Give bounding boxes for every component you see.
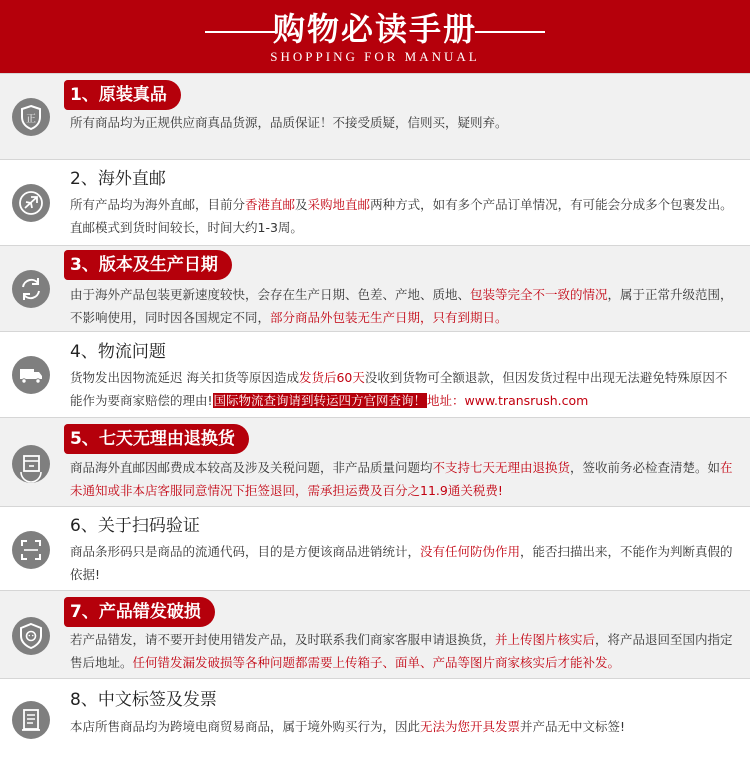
section-body xyxy=(70,456,738,502)
shield-face-icon xyxy=(12,617,50,655)
highlight-text: 并上传图片核实后 xyxy=(495,632,596,647)
section-logistics xyxy=(0,331,750,417)
body-text-run: 本店所售商品均为跨境电商贸易商品，属于境外购买行为，因此 xyxy=(70,719,421,734)
return-box-icon xyxy=(12,445,50,483)
section-title: 8、中文标签及发票 xyxy=(70,690,217,710)
section-title: 3、版本及生产日期 xyxy=(64,250,232,280)
genuine-badge-icon xyxy=(12,98,50,136)
highlight-text: 采购地直邮 xyxy=(307,197,371,212)
body-text-run: ，能否扫描出来，不能作为判断真假的依据! xyxy=(70,544,733,582)
header-banner xyxy=(0,0,750,73)
section-version-date xyxy=(0,245,750,331)
section-body xyxy=(70,715,738,738)
body-text-run: 货物发出因物流延迟 海关扣货等原因造成 xyxy=(70,370,299,385)
body-text-run: ，签收前务必检查清楚。如 xyxy=(570,460,721,475)
invoice-icon xyxy=(12,701,50,739)
section-body xyxy=(70,540,738,586)
body-text-run: 所有产品均为海外直邮，目前分 xyxy=(70,197,246,212)
highlight-text: 部分商品外包装无生产日期，只有到期日。 xyxy=(270,310,508,325)
body-text-run: 没收到货物可全额退款，但因发货过程中出现无法避免特殊原因不能作为要商家赔偿的理由! xyxy=(70,370,728,408)
section-body xyxy=(70,366,738,412)
section-title: 5、七天无理由退换货 xyxy=(64,424,249,454)
highlight-text: 无法为您开具发票 xyxy=(420,719,521,734)
section-label-invoice xyxy=(0,678,750,764)
body-text-run: 由于海外产品包装更新速度较快，会存在生产日期、色差、产地、质地、 xyxy=(70,287,471,302)
svg-text:正: 正 xyxy=(26,114,36,125)
page-subtitle: SHOPPING FOR MANUAL xyxy=(270,49,480,64)
section-title: 2、海外直邮 xyxy=(70,169,166,189)
highlight-text: 没有任何防伪作用 xyxy=(420,544,521,559)
section-direct-mail xyxy=(0,159,750,245)
section-title: 6、关于扫码验证 xyxy=(70,516,200,536)
page-title: 购物必读手册 xyxy=(272,10,477,48)
truck-icon xyxy=(12,356,50,394)
section-body xyxy=(70,283,738,329)
section-return-policy xyxy=(0,417,750,506)
section-body xyxy=(70,628,738,674)
highlight-box-text: 国际物流查询请到转运四方官网查询！ xyxy=(213,393,427,408)
body-text-run: 两种方式，如有多个产品订单情况，有可能会分成多个包裹发出。直邮模式到货时间较长，时间大约1-3周。 xyxy=(70,197,733,235)
section-title: 1、原装真品 xyxy=(64,80,181,110)
highlight-text: 包装等完全不一致的情况 xyxy=(470,287,608,302)
highlight-text: 在未通知或非本店客服同意情况下拒签退回，需承担运费及百分之11.9通关税费! xyxy=(70,460,733,498)
highlight-text: 不支持七天无理由退换货 xyxy=(432,460,571,475)
section-title: 7、产品错发破损 xyxy=(64,597,215,627)
body-text-run: 并产品无中文标签! xyxy=(520,719,626,734)
highlight-text: 发货后60天 xyxy=(298,370,365,385)
body-text-run: 所有商品均为正规供应商真品货源，品质保证！不接受质疑，信则买，疑则弃。 xyxy=(70,115,508,130)
body-text-run: 商品条形码只是商品的流通代码，目的是方便该商品进销统计， xyxy=(70,544,421,559)
body-text-run: ，属于正常升级范围，不影响使用，同时因各国规定不同， xyxy=(70,287,733,325)
highlight-text: 香港直邮 xyxy=(245,197,296,212)
section-genuine xyxy=(0,73,750,159)
highlight-text: 任何错发漏发破损等各种问题都需要上传箱子、面单、产品等图片商家核实后才能补发。 xyxy=(132,655,621,670)
body-text-run: 若产品错发，请不要开封使用错发产品，及时联系我们商家客服申请退换货， xyxy=(70,632,496,647)
section-scan-verify xyxy=(0,506,750,590)
airplane-icon xyxy=(12,184,50,222)
section-title: 4、物流问题 xyxy=(70,342,166,362)
section-body xyxy=(70,193,738,239)
section-wrong-damaged xyxy=(0,590,750,678)
body-text-run: 及 xyxy=(295,197,308,212)
section-body xyxy=(70,111,738,134)
highlight-text: 地址：www.transrush.com xyxy=(427,393,589,408)
scan-icon xyxy=(12,531,50,569)
body-text-run: ，将产品退回至国内指定售后地址。 xyxy=(70,632,733,670)
refresh-icon xyxy=(12,270,50,308)
body-text-run: 商品海外直邮因邮费成本较高及涉及关税问题，非产品质量问题均 xyxy=(70,460,433,475)
